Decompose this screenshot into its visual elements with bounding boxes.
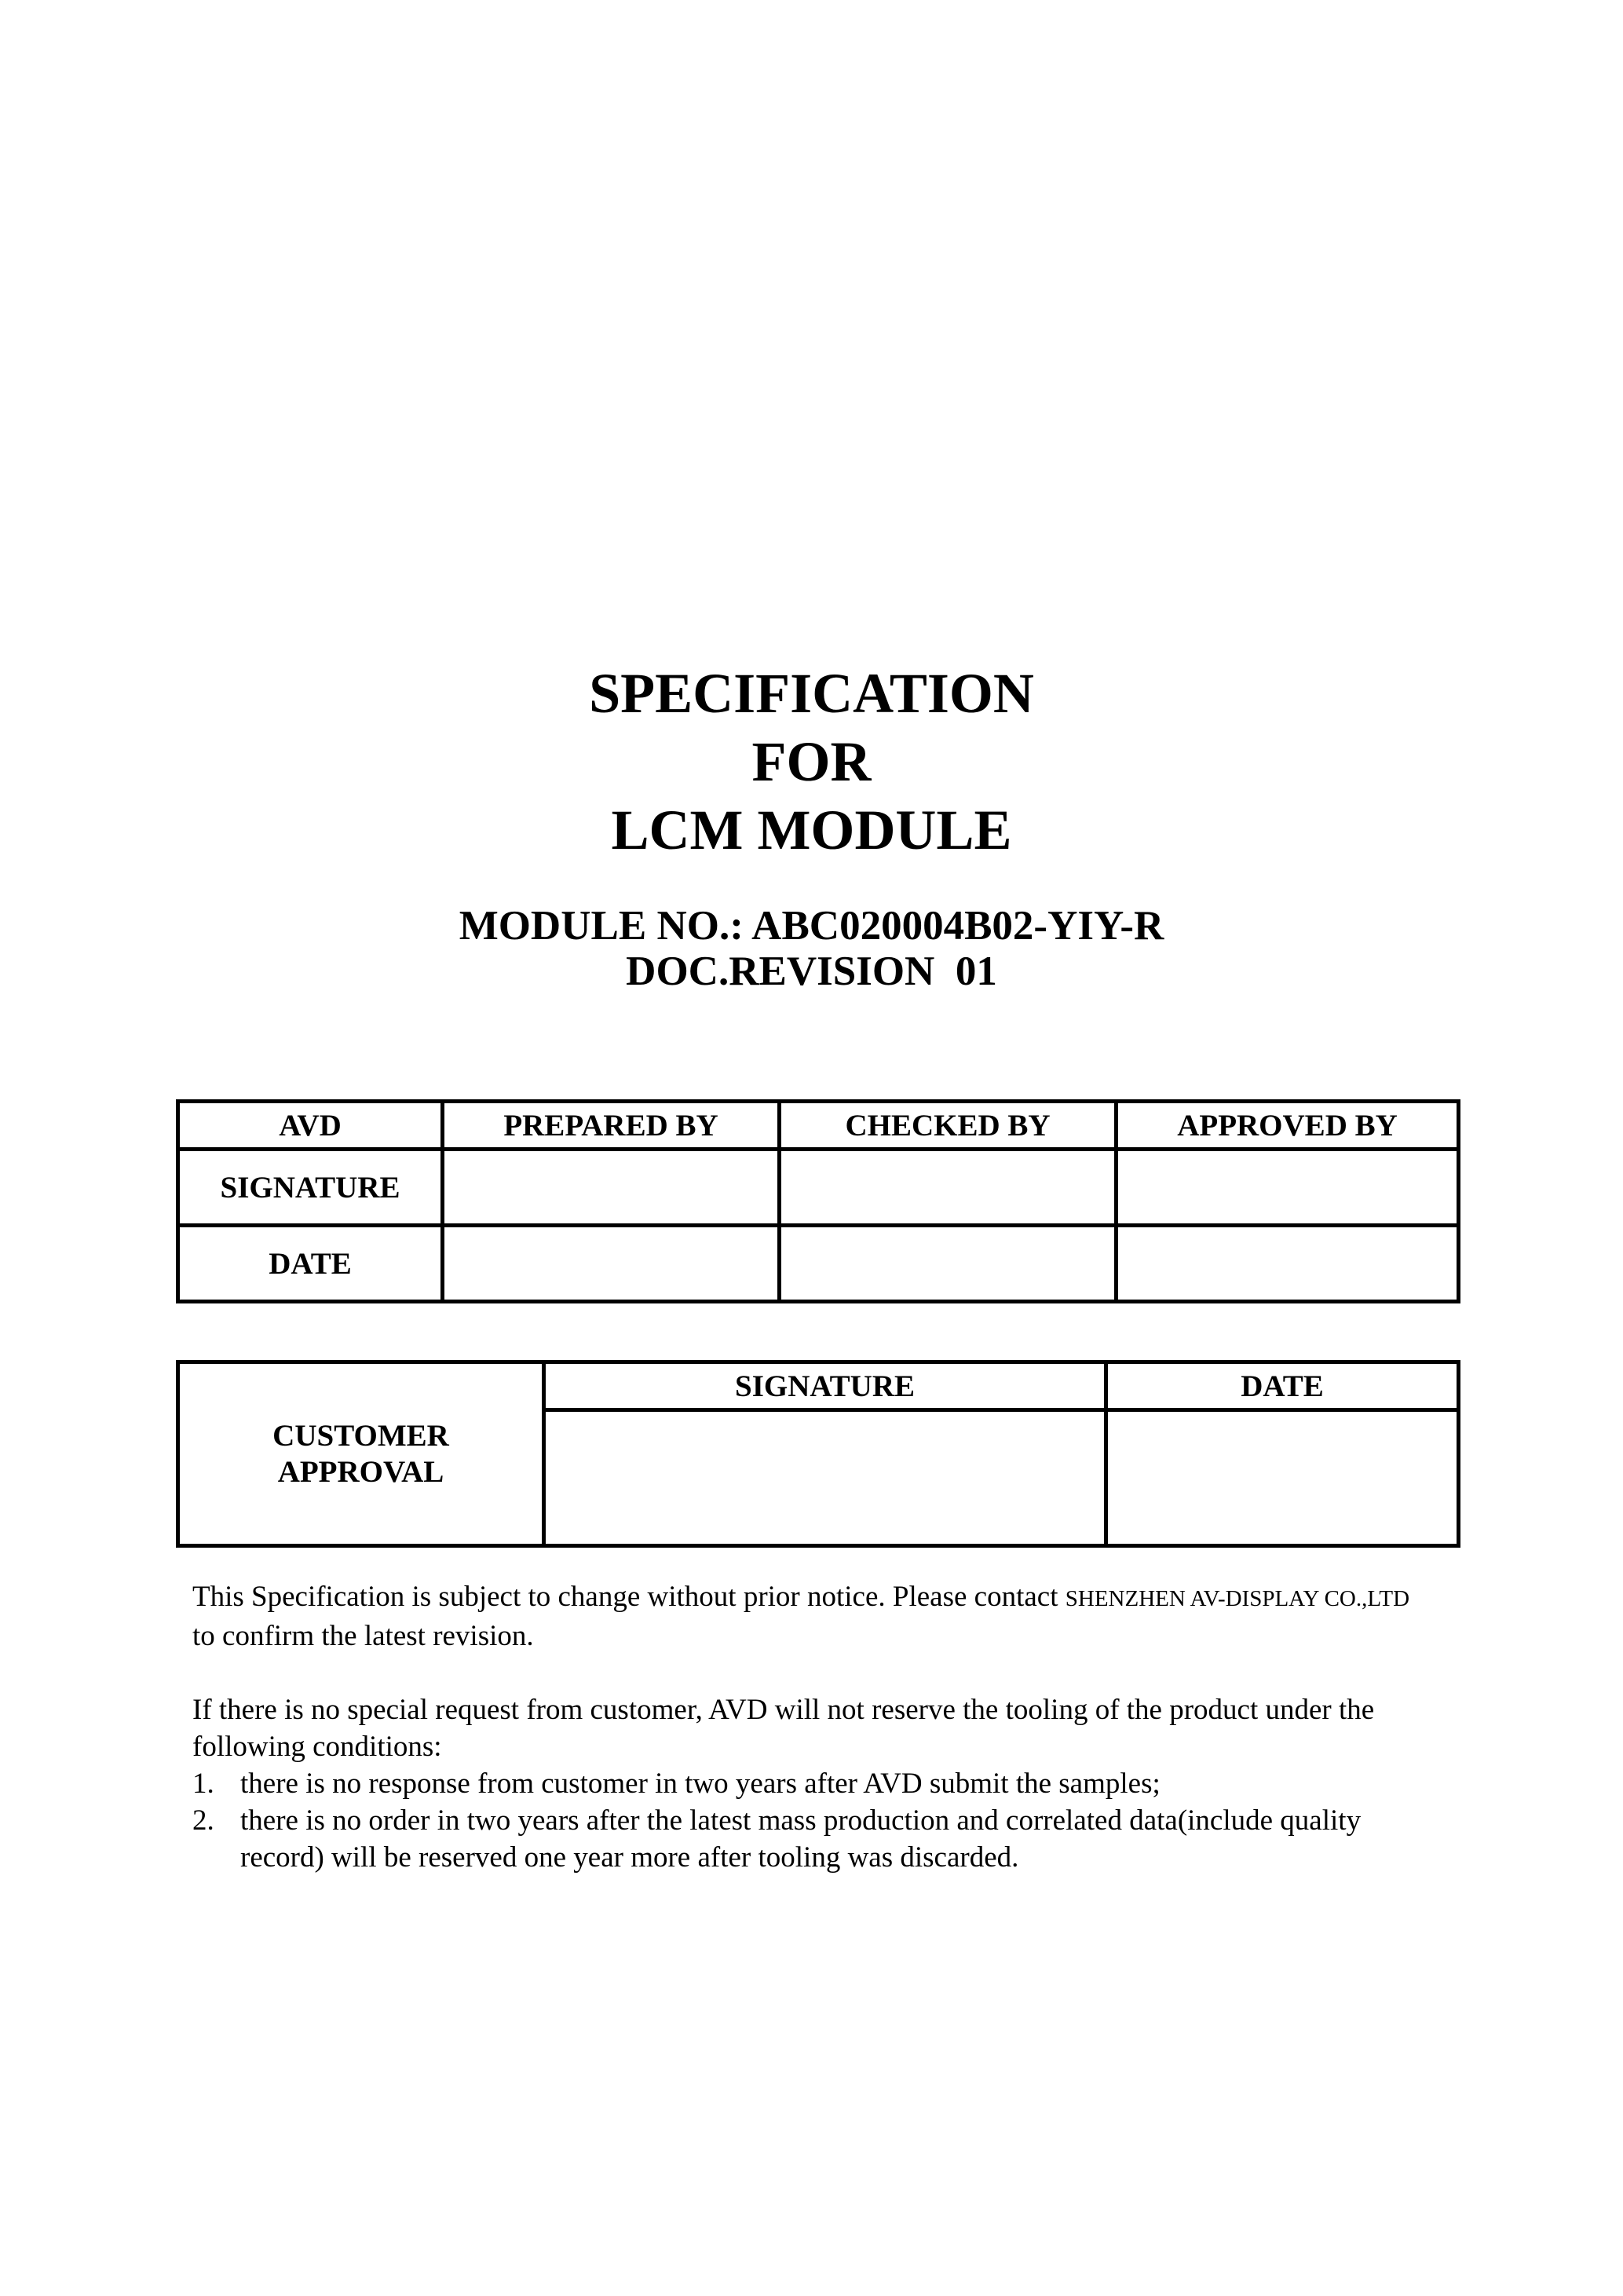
approval-date-row: [178, 1226, 1459, 1302]
condition-number: 1.: [192, 1768, 214, 1800]
list-item: [192, 1802, 1417, 1876]
title-line-for: FOR: [751, 730, 872, 793]
notice-company: SHENZHEN AV-DISPLAY CO.,LTD: [1065, 1586, 1410, 1611]
customer-date-cell[interactable]: [1106, 1410, 1459, 1546]
module-info: [0, 903, 1623, 994]
condition-number: 2.: [192, 1804, 214, 1837]
doc-revision: DOC.REVISION 01: [626, 949, 997, 994]
list-item: [192, 1765, 1417, 1802]
customer-approval-table: [176, 1360, 1460, 1548]
notice-text-part2: to confirm the latest revision.: [192, 1620, 534, 1652]
checked-date-cell[interactable]: [780, 1226, 1117, 1302]
header-approved-by: APPROVED BY: [1117, 1102, 1459, 1150]
approved-signature-cell[interactable]: [1117, 1150, 1459, 1226]
checked-signature-cell[interactable]: [780, 1150, 1117, 1226]
title-line-lcm-module: LCM MODULE: [611, 799, 1012, 861]
approval-header-row: [178, 1102, 1459, 1150]
condition-text: there is no response from customer in two years after AVD submit the samples;: [240, 1768, 1161, 1800]
avd-approval-table: [176, 1099, 1460, 1303]
document-title: [0, 660, 1623, 865]
approved-date-cell[interactable]: [1117, 1226, 1459, 1302]
customer-header-date: DATE: [1106, 1362, 1459, 1410]
tooling-intro: If there is no special request from customer, AVD will not reserve the tooling of the product under the following conditions:: [192, 1694, 1375, 1763]
notes-section: [192, 1578, 1417, 1876]
customer-header-row: [178, 1362, 1459, 1410]
prepared-date-cell[interactable]: [443, 1226, 780, 1302]
header-avd: AVD: [178, 1102, 443, 1150]
row-label-date: DATE: [178, 1226, 443, 1302]
customer-label-line-2: APPROVAL: [277, 1454, 444, 1489]
notice-text-part1: This Specification is subject to change without prior notice. Please contact: [192, 1581, 1066, 1613]
module-number: MODULE NO.: ABC020004B02-YIY-R: [459, 903, 1164, 949]
prepared-signature-cell[interactable]: [443, 1150, 780, 1226]
condition-text: there is no order in two years after the latest mass production and correlated data(include quality record) will be reserved one year more after tooling was discarded.: [240, 1804, 1362, 1874]
row-label-signature: SIGNATURE: [178, 1150, 443, 1226]
tooling-conditions-list: [192, 1765, 1417, 1876]
customer-signature-cell[interactable]: [544, 1410, 1106, 1546]
customer-label-line-1: CUSTOMER: [272, 1418, 449, 1453]
customer-approval-label: [178, 1362, 544, 1546]
header-checked-by: CHECKED BY: [780, 1102, 1117, 1150]
header-prepared-by: PREPARED BY: [443, 1102, 780, 1150]
change-notice: [192, 1578, 1417, 1654]
title-line-specification: SPECIFICATION: [589, 662, 1034, 725]
customer-header-signature: SIGNATURE: [544, 1362, 1106, 1410]
approval-signature-row: [178, 1150, 1459, 1226]
